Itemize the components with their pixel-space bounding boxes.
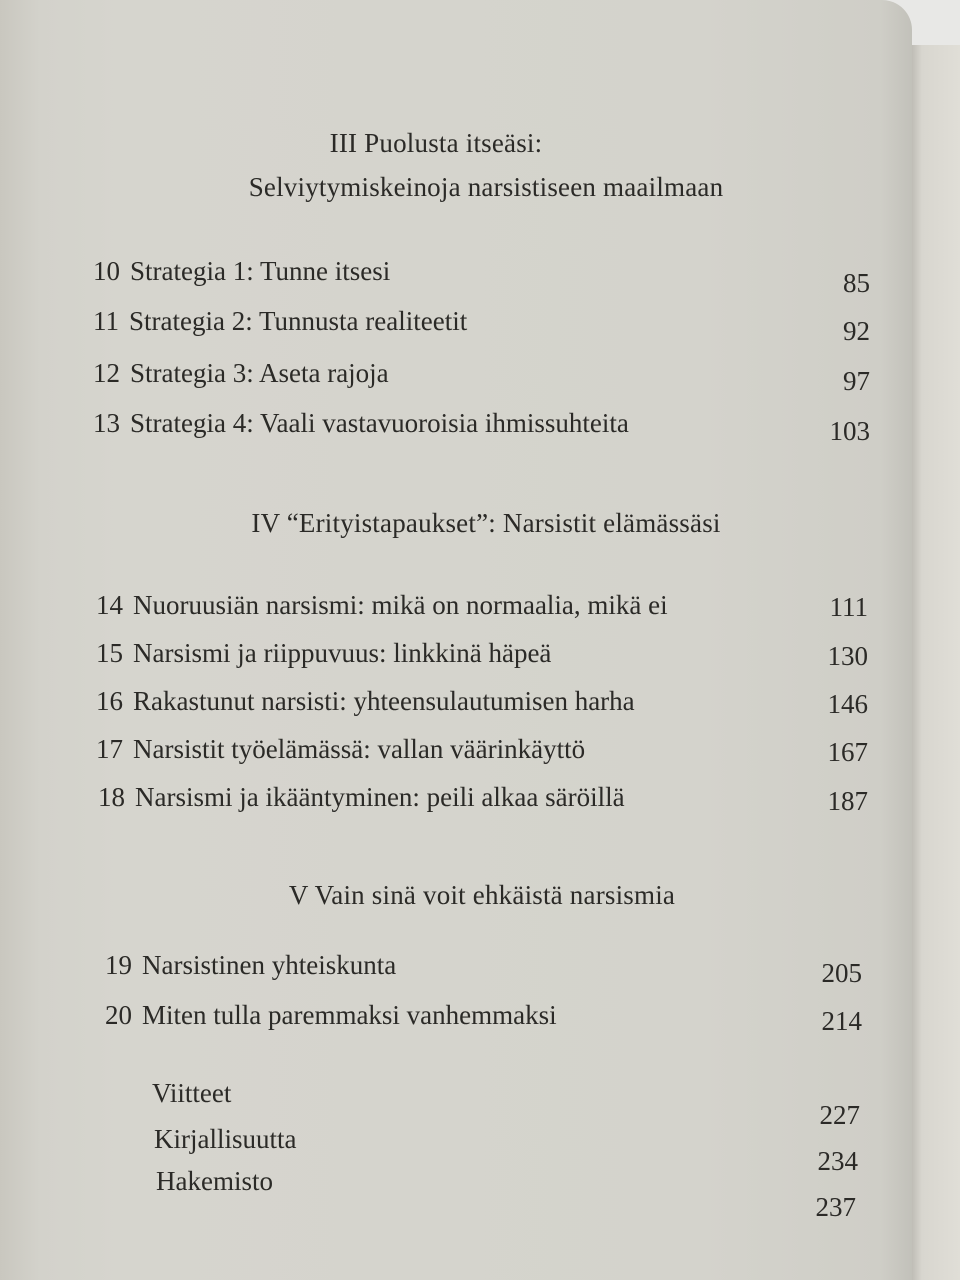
page-number: 167 [827, 737, 868, 767]
chapter-number: 19 [105, 950, 132, 980]
page-number: 237 [815, 1192, 856, 1222]
chapter-title: Narsistinen yhteiskunta [142, 950, 397, 980]
section-heading-iii: III Puolusta itseäsi: [329, 128, 543, 158]
chapter-number: 15 [96, 638, 123, 668]
chapter-title: Narsismi ja ikääntyminen: peili alkaa säröillä [135, 782, 625, 812]
chapter-number: 16 [96, 686, 123, 716]
toc-entry [93, 306, 467, 337]
chapter-title: Strategia 4: Vaali vastavuoroisia ihmissuhteita [130, 408, 629, 438]
chapter-title: Strategia 3: Aseta rajoja [130, 358, 389, 388]
toc-entry [98, 782, 625, 813]
chapter-number: 18 [98, 782, 125, 812]
chapter-title: Strategia 1: Tunne itsesi [130, 256, 391, 286]
toc-entry [96, 638, 551, 669]
chapter-number: 10 [93, 256, 120, 286]
section-heading-iv: IV “Erityistapaukset”: Narsistit elämässäsi [251, 508, 721, 538]
chapter-number: 17 [96, 734, 123, 764]
page-number: 130 [827, 641, 868, 671]
toc-entry [93, 256, 390, 287]
page-number: 146 [827, 689, 868, 719]
page-number: 85 [843, 268, 870, 298]
toc-entry [96, 590, 668, 621]
toc-entry [93, 358, 389, 389]
page-number: 234 [817, 1146, 858, 1176]
toc-entry [96, 686, 635, 717]
page-number: 97 [843, 366, 870, 396]
chapter-title: Miten tulla paremmaksi vanhemmaksi [142, 1000, 557, 1030]
chapter-number: 14 [96, 590, 123, 620]
chapter-number: 13 [93, 408, 120, 438]
back-matter-entry: Kirjallisuutta [154, 1124, 297, 1154]
chapter-title: Nuoruusiän narsismi: mikä on normaalia, mikä ei [133, 590, 668, 620]
toc-entry [105, 950, 396, 981]
toc-entry [93, 408, 629, 439]
toc-entry [105, 1000, 557, 1031]
chapter-title: Rakastunut narsisti: yhteensulautumisen harha [133, 686, 635, 716]
page-number: 205 [821, 958, 862, 988]
section-subheading-iii: Selviytymiskeinoja narsistiseen maailmaan [248, 172, 724, 202]
chapter-title: Narsismi ja riippuvuus: linkkinä häpeä [133, 638, 552, 668]
chapter-title: Strategia 2: Tunnusta realiteetit [129, 306, 468, 336]
page-number: 111 [829, 592, 868, 622]
page-number: 227 [819, 1100, 860, 1130]
back-matter-entry: Viitteet [152, 1078, 232, 1108]
chapter-number: 11 [93, 306, 119, 336]
chapter-number: 12 [93, 358, 120, 388]
page-number: 214 [821, 1006, 862, 1036]
chapter-number: 20 [105, 1000, 132, 1030]
back-matter-entry: Hakemisto [156, 1166, 273, 1196]
page-number: 187 [827, 786, 868, 816]
page-number: 103 [829, 416, 870, 446]
section-heading-v: V Vain sinä voit ehkäistä narsismia [288, 880, 676, 910]
page-number: 92 [843, 316, 870, 346]
toc-entry [96, 734, 585, 765]
next-page-edge [910, 45, 960, 1280]
chapter-title: Narsistit työelämässä: vallan väärinkäyttö [133, 734, 586, 764]
